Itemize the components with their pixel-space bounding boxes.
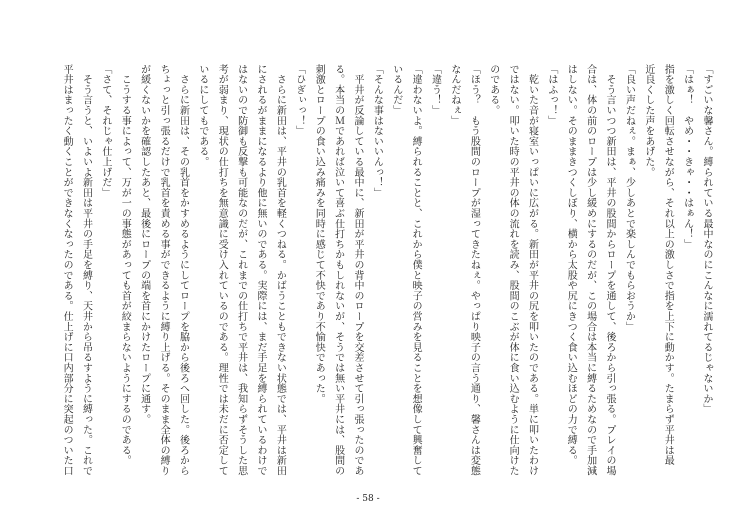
text-line: ちょっと引っ張るだけで乳首を責める事ができるように縛り上げる。そのまま全体の縛り [158, 64, 170, 476]
text-line: 「ほう？ もう股間のロープが湿ってきたねぇ。やっぱり映子の言う通り、馨さんは変態 [468, 64, 480, 476]
text-line: はないので防御も反撃も可能なのだが、これまでの仕打ちで平井は、我知らずそうした思 [235, 64, 247, 476]
text-line: なんだねぇ」 [448, 64, 460, 126]
page-number: - 58 - [356, 494, 380, 504]
text-line: さらに新田は、平井の乳首を軽くつねる。かばうこともできない状態では、平井は新田 [274, 64, 286, 476]
text-line: いるにしてもである。 [196, 64, 208, 167]
text-line: そう言いつつ新田は、平井の股間からロープを通して、後ろから引っ張る。プレイの場 [604, 64, 616, 476]
text-line: 「違う！」 [429, 64, 441, 116]
text-line: 近良くした声をあげた。 [642, 64, 654, 178]
text-line: 「すごいな馨さん。縛られている最中なのにこんなに濡れてるじゃないか」 [701, 64, 712, 415]
text-line: 刺激とロープの食い込み痛みを同時に感じて不快であり不愉快であった。 [313, 64, 325, 404]
text-line: 「そんな事はないいんっ！」 [371, 64, 383, 198]
text-line: 指を激しく回転させながら、それ以上の激しさで指を上下に動かす。たまらず平井は最 [662, 64, 674, 466]
text-line: こうする事によって、万が一の事態があっても首が絞まらないようにするのである。 [119, 64, 131, 466]
text-line: 合は、体の前のロープは少し緩めにするのだが、この場合は本当に縛るためなので手加減 [584, 64, 596, 476]
text-line: のである。 [487, 64, 499, 116]
text-line: ではない。叩いた時の平井の体の流れを読み、股間のこぶが体に食い込むように仕向けた [507, 64, 519, 476]
text-line: 「良い声だねぇ。まぁ、少しあとで楽しんでもらおうか」 [623, 64, 635, 332]
text-line: 「ひぎぃっ！」 [293, 64, 305, 137]
text-line: 「違わないよ。縛られることと、これから僕と映子の営みを見ることを想像して興奮して [410, 64, 422, 476]
vertical-text-body [56, 64, 716, 480]
text-line: が緩くないかを確認したあと、最後にロープの端を首にかけたロープに通す。 [138, 64, 150, 425]
text-line: る。本当のＭであれば泣いて喜ぶ仕打ちかもしれないが、そうでは無い平井には、股間の [332, 64, 344, 476]
text-line: 「さて、それじゃ仕上げだ」 [99, 64, 111, 198]
text-line: いるんだ」 [390, 64, 402, 116]
text-line: はしない。そのままきつくしぼり、横から太股や尻にきつく食い込むほどの力で縛る。 [565, 64, 577, 466]
text-line: 「はふっ！」 [545, 64, 557, 126]
text-line: にされるがままになるより他に無いのである。実際には、まだ手足を縛られているわけで [255, 64, 267, 476]
text-line: 平井はまったく動くことができなくなったのである。仕上げに口内部分に突起のついた口 [61, 64, 73, 476]
text-line: さらに新田は、その乳首をかすめるようにしてロープを脇から後ろへ回した。後ろから [177, 64, 189, 476]
text-line: 「はぁ！ やめ・・きゃ・・はぁん！」 [681, 64, 693, 250]
text-line: 平井が反論している最中に、新田が平井の背中のロープを交差させて引っ張ったのであ [351, 64, 363, 476]
text-line: 乾いた音が寝室いっぱいに広がる。新田が平井の尻を叩いたのである。単に叩いたわけ [526, 64, 538, 476]
text-line: そう言うと、いよいよ新田は平井の手足を縛り、天井から吊るすように縛った。これで [80, 64, 92, 476]
text-line: 考が弱まり、現状の仕打ちを無意識に受け入れているのである。理性では未だに否定して [216, 64, 228, 476]
